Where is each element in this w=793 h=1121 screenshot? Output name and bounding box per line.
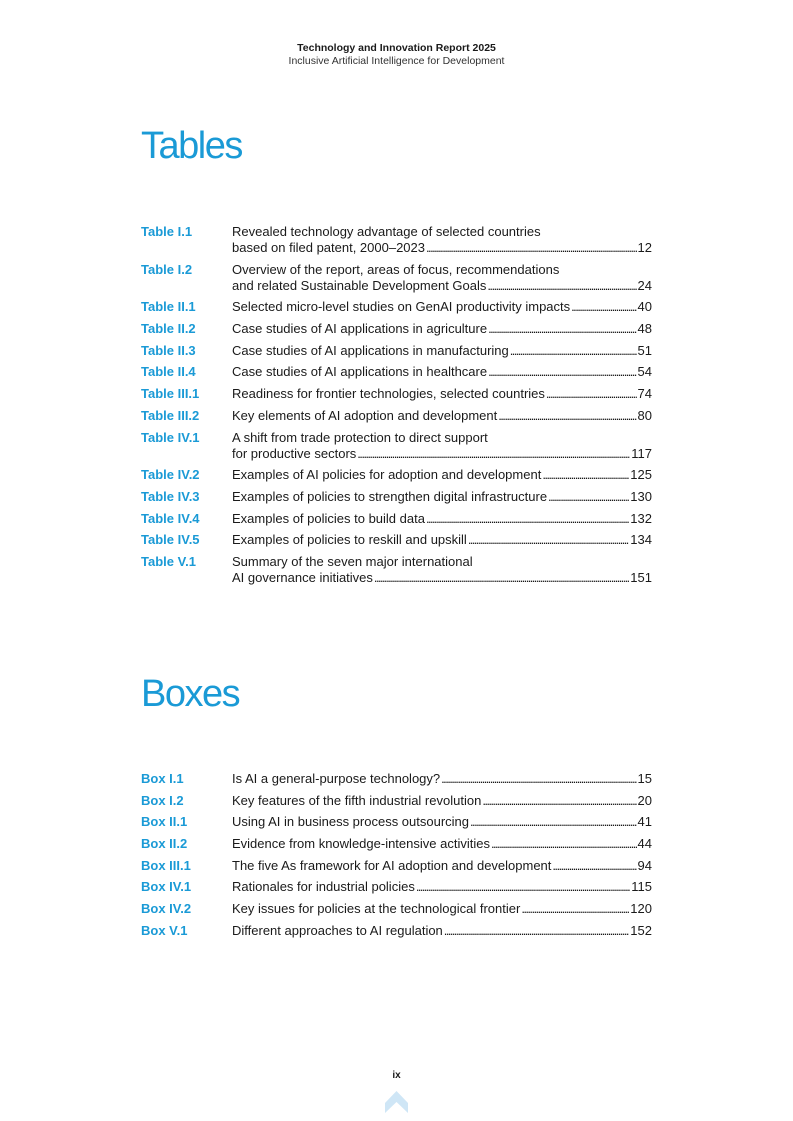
box-entry-page-number: 115 xyxy=(631,879,652,895)
table-entry-line xyxy=(232,408,652,424)
table-entry-title: Readiness for frontier technologies, selected countries xyxy=(232,386,545,402)
report-subtitle: Inclusive Artificial Intelligence for Development xyxy=(288,55,505,67)
box-entry-page-number: 20 xyxy=(637,792,652,808)
table-entry-label: Table IV.2 xyxy=(141,467,200,483)
box-entry-page-number: 120 xyxy=(630,901,652,917)
table-entry-label: Table IV.1 xyxy=(141,429,200,445)
table-entry-label: Table IV.4 xyxy=(141,510,200,526)
table-entry-page-number: 134 xyxy=(630,532,652,548)
box-entry-line xyxy=(232,771,652,787)
table-entry-line xyxy=(232,343,652,359)
table-entry-line xyxy=(232,554,652,570)
table-entry-label: Table IV.5 xyxy=(141,532,200,548)
table-entry-line xyxy=(232,532,652,548)
box-entry[interactable] xyxy=(141,858,652,874)
box-entry[interactable] xyxy=(141,901,652,917)
table-entry[interactable] xyxy=(141,299,652,315)
dot-leader xyxy=(546,386,637,402)
up-arrow-icon[interactable] xyxy=(384,1090,409,1114)
table-entry-page-number: 24 xyxy=(637,277,652,293)
box-entry-page-number: 152 xyxy=(630,922,652,938)
box-entry-title: Key issues for policies at the technological frontier xyxy=(232,901,521,917)
table-entry-label: Table III.1 xyxy=(141,386,200,402)
box-entry-body xyxy=(232,814,652,830)
table-entry-line xyxy=(232,570,652,586)
dot-leader xyxy=(470,814,637,830)
box-entry-label: Box V.1 xyxy=(141,922,188,938)
table-entry-label: Table II.3 xyxy=(141,342,196,358)
table-entry[interactable] xyxy=(141,532,652,548)
table-entry-body xyxy=(232,386,652,402)
table-entry-label: Table V.1 xyxy=(141,553,196,569)
dot-leader xyxy=(426,240,637,256)
table-entry-line xyxy=(232,467,652,483)
box-entry[interactable] xyxy=(141,836,652,852)
table-entry[interactable] xyxy=(141,321,652,337)
table-entry-label: Table III.2 xyxy=(141,407,200,423)
box-entry-title: Evidence from knowledge-intensive activities xyxy=(232,836,490,852)
table-entry-body xyxy=(232,554,652,586)
tables-heading: Tables xyxy=(141,125,242,167)
table-entry[interactable] xyxy=(141,554,652,586)
table-entry-body xyxy=(232,532,652,548)
box-entry-page-number: 94 xyxy=(637,857,652,873)
table-entry[interactable] xyxy=(141,430,652,462)
table-entry-body xyxy=(232,224,652,256)
dot-leader xyxy=(482,793,636,809)
box-entry-label: Box IV.1 xyxy=(141,879,192,895)
table-entry-title: Overview of the report, areas of focus, recommendations xyxy=(232,261,560,277)
report-title: Technology and Innovation Report 2025 xyxy=(297,42,496,54)
table-entry-title: Case studies of AI applications in healthcare xyxy=(232,364,488,380)
table-entry-line xyxy=(232,446,652,462)
table-entry-line xyxy=(232,489,652,505)
table-entry-line xyxy=(232,430,652,446)
table-entry-line xyxy=(232,278,652,294)
dot-leader xyxy=(487,278,636,294)
table-entry-line xyxy=(232,386,652,402)
table-entry-title: Examples of policies to reskill and upskill xyxy=(232,532,467,548)
dot-leader xyxy=(488,321,636,337)
table-entry-body xyxy=(232,511,652,527)
box-entry-line xyxy=(232,879,652,895)
table-entry[interactable] xyxy=(141,364,652,380)
dot-leader xyxy=(548,489,629,505)
box-entry-page-number: 44 xyxy=(637,836,652,852)
dot-leader xyxy=(498,408,636,424)
box-entry-title: The five As framework for AI adoption and development xyxy=(232,857,552,873)
table-entry-label: Table II.1 xyxy=(141,299,196,315)
table-entry-body xyxy=(232,408,652,424)
table-entry-body xyxy=(232,299,652,315)
box-entry-title: Is AI a general-purpose technology? xyxy=(232,771,441,786)
dot-leader xyxy=(416,879,630,895)
table-entry-title: Case studies of AI applications in manufacturing xyxy=(232,342,509,358)
table-entry-title: A shift from trade protection to direct support xyxy=(232,429,488,445)
dot-leader xyxy=(488,364,636,380)
table-entry-line xyxy=(232,321,652,337)
table-entry-line xyxy=(232,511,652,527)
table-entry[interactable] xyxy=(141,224,652,256)
box-entry-body xyxy=(232,923,652,939)
up-arrow-shape xyxy=(385,1091,408,1113)
table-entry-body xyxy=(232,321,652,337)
dot-leader xyxy=(571,299,636,315)
running-header xyxy=(0,42,793,68)
table-entry-line xyxy=(232,240,652,256)
box-entry-line xyxy=(232,858,652,874)
box-entry-body xyxy=(232,793,652,809)
dot-leader xyxy=(374,570,629,586)
table-entry-title: AI governance initiatives xyxy=(232,569,373,585)
box-entry-page-number: 41 xyxy=(637,814,652,830)
table-entry-body xyxy=(232,262,652,294)
table-entry[interactable] xyxy=(141,386,652,402)
dot-leader xyxy=(444,923,630,939)
box-entry[interactable] xyxy=(141,793,652,809)
table-entry-page-number: 51 xyxy=(637,342,652,358)
table-entry-page-number: 48 xyxy=(637,321,652,337)
box-entry-line xyxy=(232,836,652,852)
table-entry-line xyxy=(232,224,652,240)
box-entry-body xyxy=(232,901,652,917)
table-entry[interactable] xyxy=(141,343,652,359)
boxes-heading: Boxes xyxy=(141,673,240,715)
box-entry-line xyxy=(232,814,652,830)
table-entry-title: for productive sectors xyxy=(232,445,357,461)
dot-leader xyxy=(491,836,637,852)
table-entry-title: Case studies of AI applications in agriculture xyxy=(232,321,488,337)
dot-leader xyxy=(441,771,636,787)
boxes-list xyxy=(141,771,652,945)
table-entry-title: Key elements of AI adoption and development xyxy=(232,407,498,423)
dot-leader xyxy=(426,511,629,527)
table-entry-body xyxy=(232,364,652,380)
box-entry-line xyxy=(232,793,652,809)
dot-leader xyxy=(552,858,636,874)
tables-list xyxy=(141,224,652,592)
table-entry-page-number: 40 xyxy=(637,299,652,315)
table-entry-body xyxy=(232,343,652,359)
box-entry-label: Box I.2 xyxy=(141,792,184,808)
box-entry-label: Box II.2 xyxy=(141,836,188,852)
table-entry-body xyxy=(232,467,652,483)
table-entry[interactable] xyxy=(141,489,652,505)
box-entry-body xyxy=(232,858,652,874)
box-entry-line xyxy=(232,901,652,917)
table-entry-title: and related Sustainable Development Goals xyxy=(232,277,487,293)
table-entry-body xyxy=(232,489,652,505)
table-entry-page-number: 132 xyxy=(630,510,652,526)
table-entry-title: Selected micro-level studies on GenAI productivity impacts xyxy=(232,299,571,315)
table-entry-label: Table IV.3 xyxy=(141,488,200,504)
box-entry[interactable] xyxy=(141,814,652,830)
table-entry-label: Table I.1 xyxy=(141,224,193,239)
table-entry-title: Examples of policies to build data xyxy=(232,510,425,526)
box-entry-page-number: 15 xyxy=(637,771,652,786)
box-entry[interactable] xyxy=(141,923,652,939)
box-entry-title: Different approaches to AI regulation xyxy=(232,922,443,938)
box-entry-body xyxy=(232,879,652,895)
table-entry-label: Table I.2 xyxy=(141,261,193,277)
table-entry-page-number: 130 xyxy=(630,488,652,504)
table-entry-title: Examples of AI policies for adoption and development xyxy=(232,467,542,483)
dot-leader xyxy=(357,446,630,462)
table-entry[interactable] xyxy=(141,511,652,527)
table-entry-page-number: 80 xyxy=(637,407,652,423)
box-entry-line xyxy=(232,923,652,939)
table-entry-title: Summary of the seven major international xyxy=(232,553,473,569)
table-entry-line xyxy=(232,299,652,315)
table-entry-body xyxy=(232,430,652,462)
table-entry-page-number: 74 xyxy=(637,386,652,402)
table-entry-title: Examples of policies to strengthen digital infrastructure xyxy=(232,488,548,504)
table-entry-page-number: 151 xyxy=(630,569,652,585)
dot-leader xyxy=(542,467,629,483)
box-entry-label: Box III.1 xyxy=(141,857,191,873)
box-entry-body xyxy=(232,836,652,852)
table-entry-label: Table II.2 xyxy=(141,321,196,337)
box-entry-title: Key features of the fifth industrial revolution xyxy=(232,792,482,808)
box-entry[interactable] xyxy=(141,771,652,787)
box-entry-label: Box II.1 xyxy=(141,814,188,830)
table-entry-title: based on filed patent, 2000–2023 xyxy=(232,240,426,255)
table-entry-page-number: 117 xyxy=(631,445,652,461)
dot-leader xyxy=(468,532,629,548)
dot-leader xyxy=(510,343,637,359)
table-entry-line xyxy=(232,364,652,380)
table-entry-page-number: 12 xyxy=(637,240,652,255)
box-entry-label: Box I.1 xyxy=(141,771,184,786)
box-entry-body xyxy=(232,771,652,787)
box-entry-title: Using AI in business process outsourcing xyxy=(232,814,470,830)
table-entry-page-number: 125 xyxy=(630,467,652,483)
table-entry[interactable] xyxy=(141,408,652,424)
page-number: ix xyxy=(392,1070,401,1081)
table-entry-page-number: 54 xyxy=(637,364,652,380)
box-entry-title: Rationales for industrial policies xyxy=(232,879,415,895)
dot-leader xyxy=(521,901,629,917)
table-entry-title: Revealed technology advantage of selected countries xyxy=(232,224,541,239)
table-entry[interactable] xyxy=(141,262,652,294)
box-entry[interactable] xyxy=(141,879,652,895)
table-entry[interactable] xyxy=(141,467,652,483)
table-entry-label: Table II.4 xyxy=(141,364,196,380)
box-entry-label: Box IV.2 xyxy=(141,901,192,917)
table-entry-line xyxy=(232,262,652,278)
